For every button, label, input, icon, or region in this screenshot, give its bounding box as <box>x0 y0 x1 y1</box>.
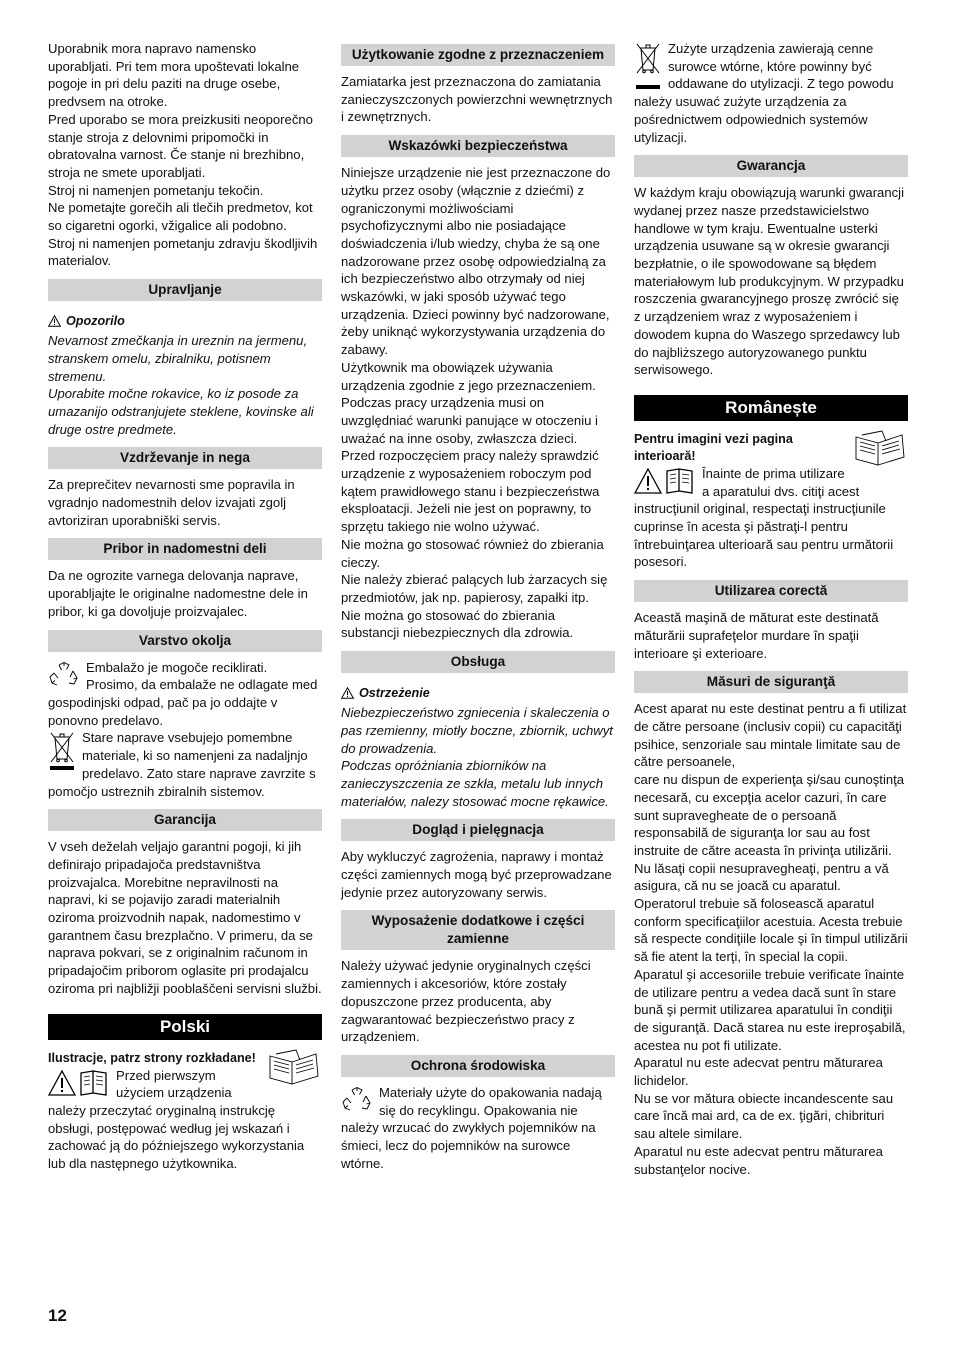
recycle-paragraph: Embalažo je mogoče reciklirati. Prosimo, da embalaže ne odlagate med gospodinjski odpad, pač pa jo oddajte v ponovno predelavo. <box>48 659 318 728</box>
paragraph: Da ne ogrozite varnega delovanja naprave, uporabljajte le originalne nadomestne dele in pribor, ki ga dovoljuje proizvajalec. <box>48 568 308 619</box>
paragraph: Niniejsze urządzenie nie jest przeznaczone do użytku przez osoby (włącznie z dziećmi) z ograniczonymi możliwościami psychofizycznymi albo nie posiadające doświadczenia i/lub wiedzy, chyba że są one nadzorowane przez osobę odpowiedzialną za ich bezpieczeństwo albo otrzymały od niej wskazówki, w jaki sposób używać tego urządzenia. Dzieci powinny być nadzorowane, żeby uniknąć wykorzystywania urządzenia do zabawy. <box>341 165 611 358</box>
column-1 <box>48 40 322 1173</box>
section-heading-masuri: Măsuri de siguranţă <box>634 671 908 693</box>
recycle-icon <box>341 1086 373 1116</box>
column-2 <box>341 40 615 1172</box>
weee-bin-icon <box>48 731 76 771</box>
weee-paragraph: Stare naprave vsebujejo pomembne materiale, ki so namenjeni za nadaljnjo predelavo. Zato stare naprave zavrzite s pomočjo ustreznih zbiralnih sistemov. <box>48 730 316 799</box>
warning-label: Ostrzeżenie <box>341 685 615 702</box>
recycle-paragraph: Materiały użyte do opakowania nadają się do recyklingu. Opakowania nie należy wrzucać do zwykłych pojemników na śmieci, lecz do pojemników na surowce wtórne. <box>341 1084 602 1171</box>
paragraph: Użytkownik ma obowiązek używania urządzenia zgodnie z jego przeznaczeniem. Podczas pracy urządzenia musi on uwzględniać warunki panujące w otoczeniu i uważać na inne osoby, zwłaszcza dzieci. <box>341 359 598 446</box>
paragraph: Acest aparat nu este destinat pentru a fi utilizat de către persoane (inclusiv copii) cu capacităţi psihice, senzoriale sau mintale limitate sau de către persoanele, <box>634 701 907 770</box>
paragraph: Uporabnik mora napravo namensko uporabljati. Pri tem mora upoštevati lokalne pogoje in pri delu paziti na druge osebe, predvsem na otroke. <box>48 41 300 110</box>
weee-paragraph: Zużyte urządzenia zawierają cenne surowce wtórne, które powinny być oddawane do utylizacji. Z tego powodu należy usuwać zużyte urządzenia za pośrednictwem odpowiednich systemów utylizacji. <box>634 41 894 145</box>
paragraph: Această maşină de măturat este destinată măturării suprafeţelor murdare în spaţii interioare şi exterioare. <box>634 610 879 661</box>
illustrations-note: Ilustracje, patrz strony rozkładane! <box>48 1050 322 1067</box>
paragraph: care nu dispun de experienţa şi/sau cunoştinţa necesară, cu excepţia acelor cazuri, în care sunt supravegheate de o persoană responsabilă de siguranţa lor sau au fost instruite de către aceasta în privinţa utilizării. Nu lăsaţi copii nesupravegheaţi, pentru a vă asigura, că nu se joacă cu aparatul. <box>634 772 905 894</box>
section-heading-utilizarea: Utilizarea corectă <box>634 580 908 602</box>
section-heading-garancija: Garancija <box>48 809 322 831</box>
column-3 <box>634 40 908 1178</box>
recycle-icon <box>48 661 80 691</box>
paragraph: Nie należy zbierać palących lub żarzacych się przedmiotów, jak np. papierosy, zapałki itp. <box>341 572 608 605</box>
section-heading-wskazowki: Wskazówki bezpieczeństwa <box>341 135 615 157</box>
paragraph: Nie można go stosować do zbierania substancji niebezpiecznych dla zdrowia. <box>341 607 574 641</box>
paragraph: Nu se vor mătura obiecte incandescente sau care încă mai ard, ca de ex. ţigări, chibrituri sau altele similare. <box>634 1090 894 1142</box>
warning-text: Niebezpieczeństwo zgniecenia i skaleczenia o pas rzemienny, miotły boczne, zbiornik, uchwyt do prowadzenia. <box>341 705 613 756</box>
paragraph: Zamiatarka jest przeznaczona do zamiatania zanieczyszczonych powierzchni wewnętrznych i zewnętrznych. <box>341 74 613 125</box>
paragraph: W każdym kraju obowiązują warunki gwarancji wydanej przez nasze przedstawicielstwo handlowe w tym kraju. Ewentualne usterki urządzenia usuwane są w okresie gwarancji bezpłatnie, o ile spowodowane są błędem materiałowym lub produkcyjnym. W przypadku roszczenia gwarancyjnego proszę zwrócić się z urządzeniem wraz z wyposażeniem i dowodem kupna do Waszego sprzedawcy lub do najbliższego autoryzowanego punktu serwisowego. <box>634 185 904 378</box>
section-heading-obsluga: Obsługa <box>341 651 615 673</box>
section-heading-gwarancja: Gwarancja <box>634 155 908 177</box>
read-manual-paragraph: Przed pierwszym użyciem urządzenia należy przeczytać oryginalną instrukcję obsługi, postępować według jej wskazań i zachować ją do późniejszego wykorzystania lub dla następnego użytkownika. <box>48 1067 305 1172</box>
paragraph: V vseh deželah veljajo garantni pogoji, ki jih definirajo pripadajoča predstavništva proizvajalca. Morebitne nepravilnosti na napravi, ki se pojavijo zaradi materialnih oziroma proizvodnih napak, nadomestimo v garantnem času brezplačno. V primeru, da se naprava pokvari, se z originalnim računom in pripadajočim priborom oglasite pri prodajalcu oziroma pri najbližji pooblaščeni servisni službi. <box>48 839 322 996</box>
read-manual-paragraph: Înainte de prima utilizare a aparatului dvs. citiţi acest instrucţiunil original, respectaţi instrucţiunile cuprinse în acesta şi păstraţi-l pentru întrebuinţarea ulterioară sau pentru următorii posesori. <box>634 465 894 570</box>
paragraph: Nie można go stosować również do zbierania cieczy. <box>341 536 604 570</box>
paragraph: Pred uporabo se mora preizkusiti neoporečno stanje stroja z delovnimi pripomočki in obratovalna varnost. Če stanje ni brezhibno, stroja ne smete uporabljati. <box>48 111 313 180</box>
paragraph: Stroj ni namenjen pometanju zdravju škodljivih materialov. <box>48 235 318 269</box>
page-number: 12 <box>48 1306 67 1325</box>
warning-text: Podczas opróżniania zbiorników na zanieczyszczenia ze szkła, metalu lub innych materiałów, nalezy stosować mocne rękawice. <box>341 758 609 809</box>
section-heading-ochrona: Ochrona środowiska <box>341 1055 615 1077</box>
section-heading-doglad: Dogląd i pielęgnacja <box>341 819 615 841</box>
manual-book-icon <box>48 1069 110 1097</box>
paragraph: Stroj ni namenjen pometanju tekočin. <box>48 182 264 198</box>
paragraph: Aparatul nu este adecvat pentru măturarea lichidelor. <box>634 1055 883 1089</box>
paragraph: Aparatul şi accesoriile trebuie verificate înainte de utilizare pentru a vedea dacă sunt în stare bună şi permit utilizarea aparatului în condiţii de siguranţă. Dacă starea nu este ireproşabilă, acestea nu pot fi utilizate. <box>634 966 906 1053</box>
paragraph: Operatorul trebuie să folosească aparatul conform specificaţiilor acestuia. Acesta trebuie să respecte condiţiile locale şi în timpul utilizării să fie atent la terţi, în special la copii. <box>634 896 908 965</box>
section-heading-upravljanje: Upravljanje <box>48 279 322 301</box>
paragraph: Przed rozpoczęciem pracy należy sprawdzić urządzenie z wyposażeniem roboczym pod kątem prawidłowego stanu i bezpieczeństwa eksploatacji. Jeżeli nie jest on poprawny, to sprzętu takiego nie wolno używać. <box>341 448 600 535</box>
manual-book-icon <box>634 467 696 495</box>
language-heading-polski: Polski <box>48 1014 322 1040</box>
warning-triangle-icon <box>48 315 61 327</box>
paragraph: Należy używać jedynie oryginalnych części zamiennych i akcesoriów, które zostały dopuszczone przez producenta, aby zagwarantować bezpieczeństwo pracy z urządzeniem. <box>341 958 591 1045</box>
paragraph: Ne pometajte gorečih ali tlečih predmetov, kot so cigaretni ogorki, vžigalice ali podobno. <box>48 200 313 234</box>
warning-triangle-icon <box>341 687 354 699</box>
section-heading-varstvo: Varstvo okolja <box>48 630 322 652</box>
weee-bin-icon <box>634 42 662 92</box>
paragraph: Za preprečitev nevarnosti sme popravila in vgradnjo nadomestnih delov izvajati zgolj avtoriziran uporabniški servis. <box>48 477 295 528</box>
language-heading-romana: Românește <box>634 395 908 421</box>
section-heading-wyposazenie: Wyposażenie dodatkowe i części zamienne <box>341 910 615 950</box>
section-heading-pribor: Pribor in nadomestni deli <box>48 538 322 560</box>
warning-label: Opozorilo <box>48 313 322 330</box>
warning-text: Nevarnost zmečkanja in ureznin na jermenu, stranskem omelu, zbiralniku, potisnem stremenu. <box>48 333 308 384</box>
section-heading-vzdrzevanje: Vzdrževanje in nega <box>48 447 322 469</box>
section-heading-uzytkowanie: Użytkowanie zgodne z przeznaczeniem <box>341 44 615 66</box>
warning-text: Uporabite močne rokavice, ko iz posode za umazanijo odstranjujete steklene, kovinske ali druge ostre predmete. <box>48 386 314 437</box>
paragraph: Aparatul nu este adecvat pentru măturarea substanţelor nocive. <box>634 1143 883 1177</box>
paragraph: Aby wykluczyć zagrożenia, naprawy i montaż części zamiennych mogą być przeprowadzane jedynie przez autoryzowany serwis. <box>341 849 612 900</box>
illustrations-note: Pentru imagini vezi pagina interioară! <box>634 431 908 465</box>
open-manual-icon <box>852 429 908 467</box>
